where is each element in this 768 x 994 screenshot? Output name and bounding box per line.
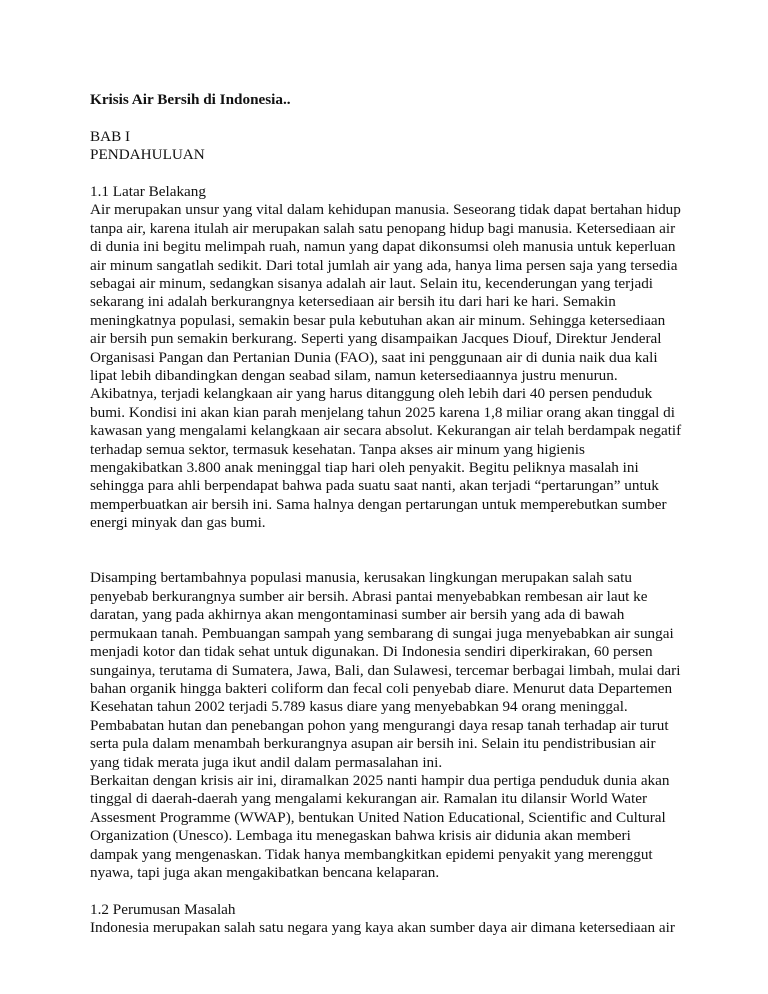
section-heading-perumusan-masalah: 1.2 Perumusan Masalah: [90, 900, 236, 918]
text-line: air minum sangatlah sedikit. Dari total jumlah air yang ada, hanya lima persen saja yang tersedia: [90, 256, 678, 274]
document-title: Krisis Air Bersih di Indonesia..: [90, 91, 291, 108]
text-line: permukaan tanah. Pembuangan sampah yang sembarang di sungai juga menyebabkan air sungai: [90, 624, 674, 642]
paragraph-3: [90, 772, 690, 882]
text-line: sehingga para ahli berpendapat bahwa pada suatu saat nanti, akan terjadi “pertarungan” untuk: [90, 477, 659, 495]
spacer: [90, 882, 690, 900]
text-line: sungainya, terutama di Sumatera, Jawa, Bali, dan Sulawesi, tercemar berbagai limbah, mulai dari: [90, 661, 681, 679]
text-line: Akibatnya, terjadi kelangkaan air yang harus ditanggung oleh lebih dari 40 persen penduduk: [90, 385, 653, 403]
text-line: Pembabatan hutan dan penebangan pohon yang mengurangi daya resap tanah terhadap air turut: [90, 716, 669, 734]
spacer: [90, 109, 690, 127]
text-line: terhadap semua sektor, termasuk kesehatan. Tanpa akses air minum yang higienis: [90, 440, 585, 458]
text-line: daratan, yang pada akhirnya akan mengontaminasi sumber air bersih yang ada di bawah: [90, 606, 625, 624]
text-line: energi minyak dan gas bumi.: [90, 514, 266, 532]
text-line: meningkatnya populasi, semakin besar pula kebutuhan akan air minum. Sehingga ketersediaan: [90, 311, 666, 329]
text-line: kawasan yang mengalami kelangkaan air secara absolut. Kekurangan air telah berdampak negatif: [90, 422, 682, 440]
chapter-number: BAB I: [90, 127, 131, 145]
text-line: penyebab berkurangnya sumber air bersih. Abrasi pantai menyebabkan rembesan air laut ke: [90, 587, 648, 605]
text-line: Berkaitan dengan krisis air ini, diramalkan 2025 nanti hampir dua pertiga penduduk dunia akan: [90, 771, 670, 789]
spacer: [90, 165, 690, 183]
paragraph-4: [90, 919, 690, 937]
text-line: tinggal di daerah-daerah yang mengalami kekurangan air. Ramalan itu dilansir World Water: [90, 790, 648, 808]
spacer: [90, 551, 690, 569]
text-line: Kesehatan tahun 2002 terjadi 5.789 kasus diare yang menyebabkan 94 orang meninggal.: [90, 698, 628, 716]
text-line: nyawa, tapi juga akan mengakibatkan bencana kelaparan.: [90, 863, 440, 881]
text-line: air bersih pun semakin berkurang. Seperti yang disampaikan Jacques Diouf, Direktur Jenderal: [90, 330, 662, 348]
text-line: menjadi kotor dan tidak sehat untuk digunakan. Di Indonesia sendiri diperkirakan, 60 persen: [90, 643, 653, 661]
paragraph-2: [90, 569, 690, 771]
text-line: Assesment Programme (WWAP), bentukan United Nation Educational, Scientific and Cultural: [90, 808, 666, 826]
text-line: memperbuatkan air bersih ini. Sama halnya dengan pertarungan untuk memperebutkan sumber: [90, 495, 667, 513]
text-line: sekarang ini adalah berkurangnya ketersediaan air bersih itu dari hari ke hari. Semakin: [90, 293, 616, 311]
document-page: [90, 91, 690, 938]
text-line: bahan organik hingga bakteri coliform dan fecal coli penyebab diare. Menurut data Departemen: [90, 679, 673, 697]
text-line: lipat lebih dibandingkan dengan seabad silam, namun ketersediaannya justru menurun.: [90, 367, 618, 385]
text-line: Organisasi Pangan dan Pertanian Dunia (FAO), saat ini penggunaan air di dunia naik dua kali: [90, 348, 658, 366]
text-line: mengakibatkan 3.800 anak meninggal tiap hari oleh penyakit. Begitu peliknya masalah ini: [90, 459, 639, 477]
text-line: Disamping bertambahnya populasi manusia, kerusakan lingkungan merupakan salah satu: [90, 569, 632, 587]
text-line: di dunia ini begitu melimpah ruah, namun yang dapat dikonsumsi oleh manusia untuk keperluan: [90, 238, 676, 256]
spacer: [90, 533, 690, 551]
paragraph-1: [90, 201, 690, 532]
text-line: sebagai air minum, sedangkan sisanya adalah air laut. Selain itu, kecenderungan yang terjadi: [90, 275, 654, 293]
text-line: tanpa air, karena itulah air merupakan salah satu penopang hidup bagi manusia. Ketersediaan air: [90, 219, 676, 237]
chapter-title: PENDAHULUAN: [90, 146, 205, 164]
text-line: bumi. Kondisi ini akan kian parah menjelang tahun 2025 karena 1,8 miliar orang akan tinggal di: [90, 403, 675, 421]
text-line: serta pula dalam menambah berkurangnya asupan air bersih ini. Selain itu pendistribusian air: [90, 735, 656, 753]
text-line: yang tidak merata juga ikut andil dalam permasalahan ini.: [90, 753, 443, 771]
text-line: dampak yang mengenaskan. Tidak hanya membangkitkan epidemi penyakit yang merenggut: [90, 845, 653, 863]
text-line: Air merupakan unsur yang vital dalam kehidupan manusia. Seseorang tidak dapat bertahan hidup: [90, 201, 681, 219]
text-line: Organization (Unesco). Lembaga itu menegaskan bahwa krisis air didunia akan memberi: [90, 827, 631, 845]
section-heading-latar-belakang: 1.1 Latar Belakang: [90, 182, 206, 200]
text-line: Indonesia merupakan salah satu negara yang kaya akan sumber daya air dimana ketersediaan air: [90, 919, 675, 937]
